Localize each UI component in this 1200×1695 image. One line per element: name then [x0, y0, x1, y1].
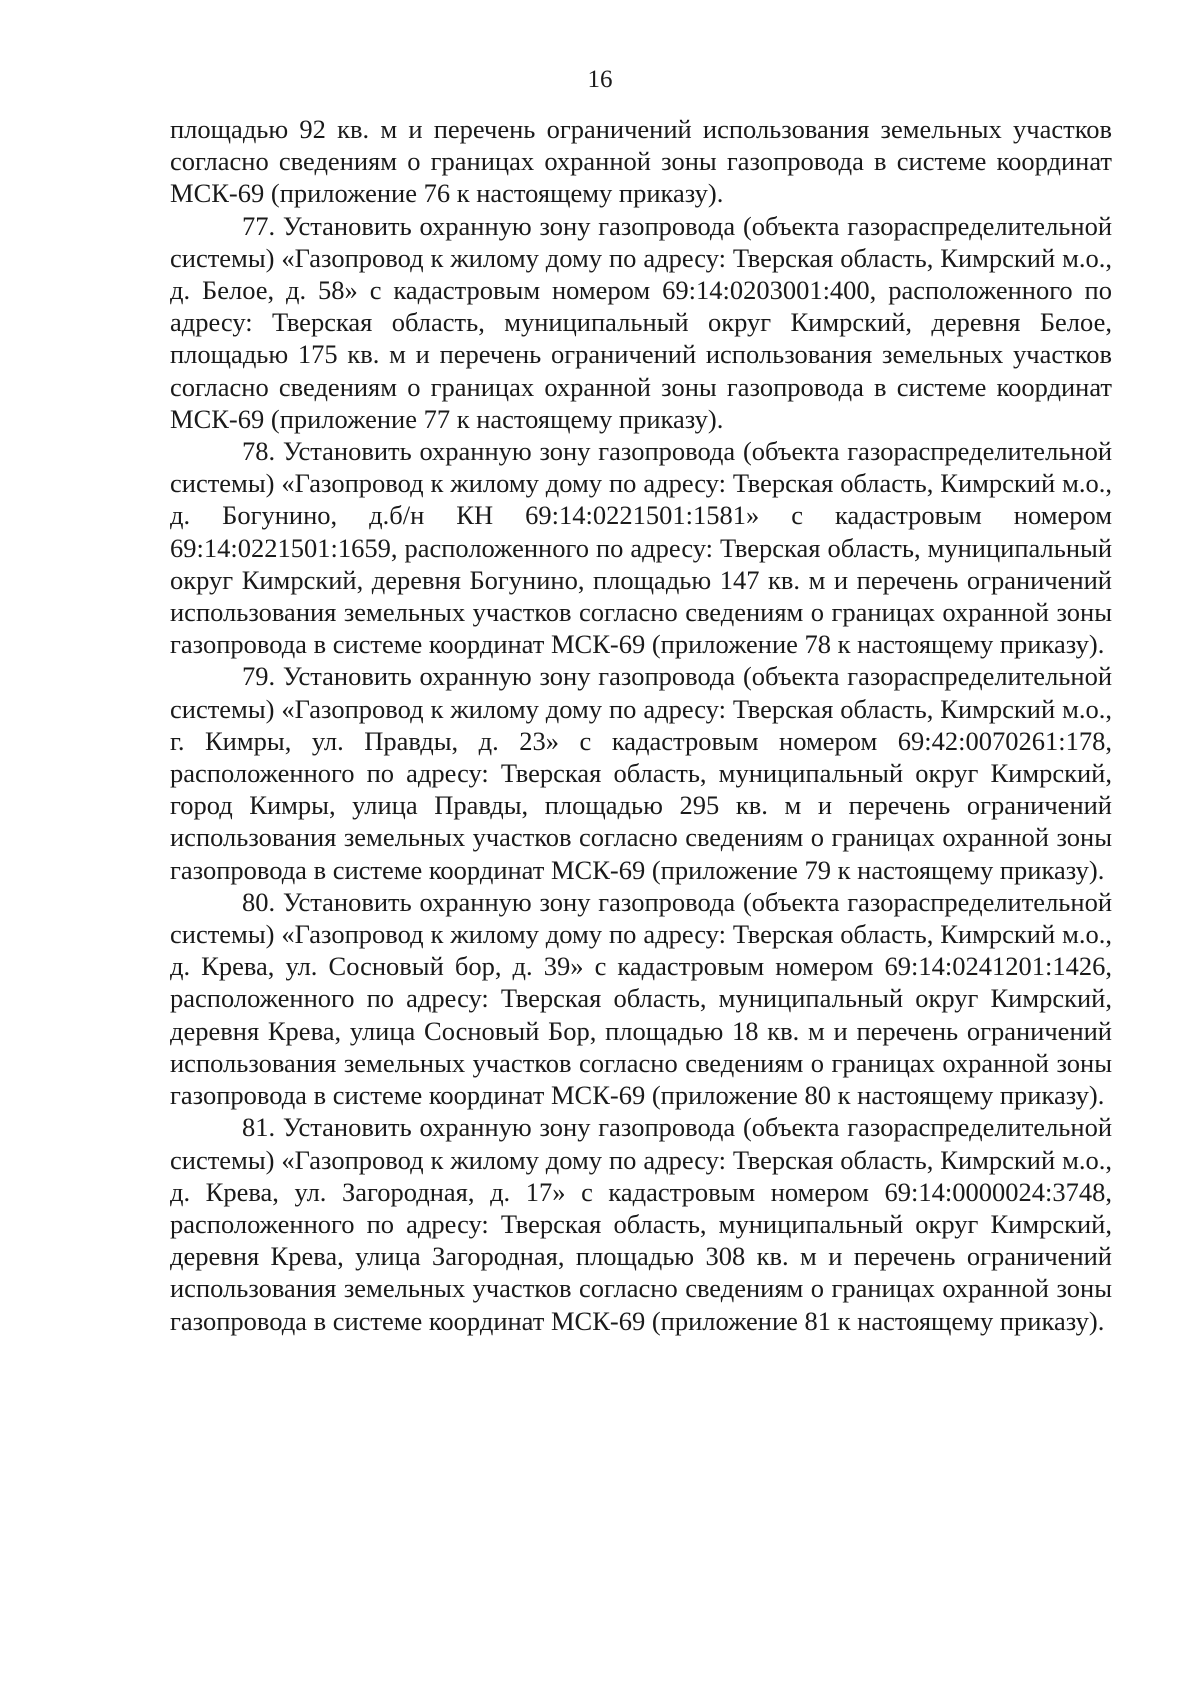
paragraph-item-81: 81. Установить охранную зону газопровода (объекта газораспределительной системы) «Газопровод к жилому дому по адресу: Тверская область, Кимрский м.о., д. Крева, ул. Загородная, д. 17» с кадастровым номером 69:14:0000024:3748, расположенного по адресу: Тверская область, муниципальный округ Кимрский, деревня Крева, улица Загородная, площадью 308 кв. м и перечень ограничений использования земельных участков согласно сведениям о границах охранной зоны газопровода в системе координат МСК-69 (приложение 81 к настоящему приказу). [170, 1112, 1112, 1336]
paragraph-item-77: 77. Установить охранную зону газопровода (объекта газораспределительной системы) «Газопровод к жилому дому по адресу: Тверская область, Кимрский м.о., д. Белое, д. 58» с кадастровым номером 69:14:0203001:400, расположенного по адресу: Тверская область, муниципальный округ Кимрский, деревня Белое, площадью 175 кв. м и перечень ограничений использования земельных участков согласно сведениям о границах охранной зоны газопровода в системе координат МСК-69 (приложение 77 к настоящему приказу). [170, 210, 1112, 434]
paragraph-item-78: 78. Установить охранную зону газопровода (объекта газораспределительной системы) «Газопровод к жилому дому по адресу: Тверская область, Кимрский м.о., д. Богунино, д.б/н КН 69:14:0221501:1581» с кадастровым номером 69:14:0221501:1659, расположенного по адресу: Тверская область, муниципальный округ Кимрский, деревня Богунино, площадью 147 кв. м и перечень ограничений использования земельных участков согласно сведениям о границах охранной зоны газопровода в системе координат МСК-69 (приложение 78 к настоящему приказу). [170, 436, 1112, 660]
paragraph-continuation: площадью 92 кв. м и перечень ограничений использования земельных участков согласно сведениям о границах охранной зоны газопровода в системе координат МСК-69 (приложение 76 к настоящему приказу). [170, 114, 1112, 209]
paragraph-item-79: 79. Установить охранную зону газопровода (объекта газораспределительной системы) «Газопровод к жилому дому по адресу: Тверская область, Кимрский м.о., г. Кимры, ул. Правды, д. 23» с кадастровым номером 69:42:0070261:178, расположенного по адресу: Тверская область, муниципальный округ Кимрский, город Кимры, улица Правды, площадью 295 кв. м и перечень ограничений использования земельных участков согласно сведениям о границах охранной зоны газопровода в системе координат МСК-69 (приложение 79 к настоящему приказу). [170, 661, 1112, 885]
paragraph-item-80: 80. Установить охранную зону газопровода (объекта газораспределительной системы) «Газопровод к жилому дому по адресу: Тверская область, Кимрский м.о., д. Крева, ул. Сосновый бор, д. 39» с кадастровым номером 69:14:0241201:1426, расположенного по адресу: Тверская область, муниципальный округ Кимрский, деревня Крева, улица Сосновый Бор, площадью 18 кв. м и перечень ограничений использования земельных участков согласно сведениям о границах охранной зоны газопровода в системе координат МСК-69 (приложение 80 к настоящему приказу). [170, 886, 1112, 1111]
page-number: 16 [587, 66, 613, 93]
document-body [170, 113, 1112, 1337]
